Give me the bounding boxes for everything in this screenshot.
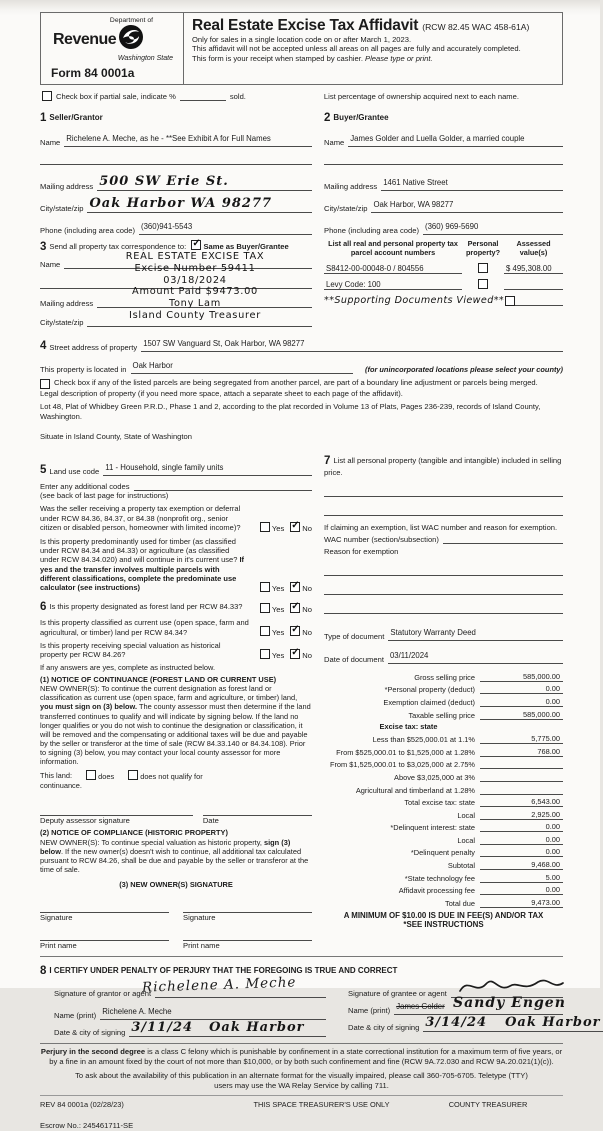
s6q1-yes-checkbox — [260, 603, 270, 613]
section-5: 5 Land use code 11 - Household, single family units Enter any additional codes (see back of last page for instructions) Was the seller receiving a property tax exemption or deferral under RCW 84.36, 84.37, or 84.38 (nonprofit org., senior citizen or disabled person, homeowner with limited income)? Yes ✓ No Is this property predominantly used for timber (as classified under RCW 84.34 and 84.33) or agriculture (as classified under RCW 84.34.020) and will continue in it's current use? If yes and the transfer involves multiple parcels with different classifications, complete the predominate use calculator (see instructions) Yes ✓ No — [40, 457, 312, 593]
tax-row: *Delinquent interest: state 0.00 — [324, 822, 563, 832]
owner-signature-field-1 — [40, 903, 169, 913]
street-address-label: Street address of property — [49, 343, 138, 352]
parcel-row-1 — [324, 263, 563, 274]
grantee-date-value: 3/14/24 — [425, 1015, 488, 1031]
reason-line-2 — [324, 585, 563, 595]
parcel-col1-header: List all real and personal property tax parcel account numbers — [328, 239, 458, 257]
s6q2-no-checkbox — [290, 626, 300, 636]
type-or-print-note: Please type or print. — [365, 53, 433, 63]
header-line3: This form is your receipt when stamped by cashier. Please type or print. — [192, 53, 433, 63]
forest-land-question: 6 Is this property designated as forest land per RCW 84.33? Yes ✓ No — [40, 600, 312, 614]
tax-row: Affidavit processing fee 0.00 — [324, 885, 563, 895]
if-yes-note: If any answers are yes, complete as instructed below. — [40, 662, 215, 672]
s5q2-no-checkbox — [290, 582, 300, 592]
owner-printname-field-1 — [40, 931, 169, 941]
doc-type-value: Statutory Warranty Deed — [390, 627, 476, 637]
perjury-paragraph: Perjury in the second degree is a class C felony which is punishable by confinement in a state correctional institution for a maximum term of five years, or by a fine in an amount fixed by the court of not more than $10,000, or by both such confinement and fine (RCW 9A.72.030 and RCW 9A.20.021(1)(c)). — [40, 1047, 563, 1067]
correspondence-label: Send all property tax correspondence to: — [49, 242, 187, 251]
wac-number-label: WAC number (section/subsection) — [324, 535, 439, 545]
section-7: 7 List all personal property (tangible and intangible) included in selling price. If claiming an exemption, list WAC number and reason for exemption. WAC number (section/subsection) Reason for exemption Type of document Statutory Warranty Deed Date of document 03/11/2024 — [324, 454, 562, 664]
tax-row-total-due: Total due 9,473.00 — [324, 898, 563, 908]
parcel-col2-header: Personal property? — [465, 239, 501, 257]
seller-name-value: Richelene A. Meche, as he - **See Exhibit A for Full Names — [66, 134, 271, 143]
grantor-signature-block: Signature of grantor or agent Richelene A. Meche Name (print) Richelene A. Meche Date & city of signing 3/11/24 Oak Harbor — [40, 980, 326, 1037]
parcel-row-3 — [324, 295, 563, 306]
personal-property-line-1 — [324, 487, 563, 497]
parcel-table — [324, 240, 563, 327]
street-address-value: 1507 SW Vanguard St, Oak Harbor, WA 98277 — [143, 339, 305, 348]
owner-printname-row: Print name Print name — [40, 931, 312, 950]
grantee-name-struck: James Golder — [396, 1002, 445, 1012]
parcel-row-2 — [324, 279, 563, 290]
tax-row: Above $3,025,000 at 3% — [324, 772, 563, 782]
s5q1-no-checkbox — [290, 522, 300, 532]
see-instructions-note: *SEE INSTRUCTIONS — [403, 919, 484, 929]
header-line1: Only for sales in a single location code on or after March 1, 2023. — [192, 35, 412, 44]
form-number: Form 84 0001a — [51, 66, 135, 80]
parcel-2-personal-checkbox — [478, 279, 488, 289]
form-rcw: (RCW 82.45 WAC 458-61A) — [422, 22, 530, 32]
situate-line: Situate in Island County, State of Washington — [40, 432, 192, 442]
section-6 — [40, 600, 312, 951]
section-8-certification: 8 I CERTIFY UNDER PENALTY OF PERJURY THAT THE FOREGOING IS TRUE AND CORRECT Signature of grantor or agent Richelene A. Meche Name (print) Richelene A. Meche Date & city of signing 3/11/24 Oak Harbor Signature of grantee or agent Name (print) James Golder Sandy Engen Date & city of signing 3/14/24 Oak Harbor — [40, 965, 601, 1038]
supporting-documents-stamp: **Supporting Documents Viewed** — [324, 294, 505, 306]
treasurer-use-only: THIS SPACE TREASURER'S USE ONLY — [253, 1100, 390, 1110]
header-line2: This affidavit will not be accepted unless all areas on all pages are fully and accurately completed. — [192, 44, 521, 54]
parcel-1-assessed-value: $ 495,308.00 — [506, 263, 552, 273]
alternate-format-note: To ask about the availability of this publication in an alternate format for the visually impaired, please call 360-705-6705. Teletype (TTY) users may use the WA Relay Service by calling 711. — [75, 1071, 528, 1090]
reason-exemption-label: Reason for exemption — [324, 547, 399, 557]
tax-row: Less than $525,000.01 at 1.1% 5,775.00 — [324, 734, 563, 744]
tax-row: Total excise tax: state 6,543.00 — [324, 797, 563, 807]
notice-continuance-body: NEW OWNER(S): To continue the current designation as forest land or classification as current use (open space, farm and agriculture, or timber) land, you must sign on (3) below. The county assessor must then determine if the land transferred continues to qualify and will indicate by signing below. If the land no longer qualifies or you do not wish to continue the designation or classification, it will be removed and the compensating or additional taxes will be due and payable by the seller or transferor at the time of sale (RCW 84.33.140 or 84.34.108). Prior to signing (3) below, you may contact your local county assessor for more information. — [40, 684, 311, 767]
same-as-buyer-label: Same as Buyer/Grantee — [203, 242, 289, 251]
buyer-city-value: Oak Harbor, WA 98277 — [373, 200, 454, 209]
tax-row: *Personal property (deduct) 0.00 — [324, 684, 563, 694]
buyer-phone-value: (360) 969-5690 — [425, 222, 479, 231]
grantee-signature-block: Signature of grantee or agent Name (print) James Golder Sandy Engen Date & city of signing 3/14/24 Oak Harbor — [338, 980, 563, 1037]
land-does-not-checkbox — [128, 770, 138, 780]
tax-row: *Delinquent penalty 0.00 — [324, 847, 563, 857]
legal-description-value: Lot 48, Plat of Whidbey Green P.R.D., Phase 1 and 2, according to the plat recorded in Volume 13 of Plats, Pages 236-239, records of Island County, Washington. — [40, 402, 541, 421]
notice-compliance-body: NEW OWNER(S): To continue special valuation as historic property, sign (3) below. If the new owner(s) doesn't wish to continue, all additional tax calculated pursuant to RCW 84.26, shall be due and payable by the seller or transferor at the time of sale. — [40, 837, 309, 875]
parcel-col3-header: Assessed value(s) — [516, 239, 551, 257]
section-3-correspondence: 3 Send all property tax correspondence to: ✓ Same as Buyer/Grantee Name Mailing address City/state/zip REAL ESTATE EXCISE TAX Excise Number 59411 03/18/2024 Amount Paid $9473.00 Tony Lam Island County Treasurer — [40, 240, 312, 327]
s5q2-yes-checkbox — [260, 582, 270, 592]
parcel-1-number: S8412-00-00048-0 / 804556 — [326, 263, 424, 273]
seller-name-extra-line — [40, 155, 312, 165]
segregated-label: Check box if any of the listed parcels are being segregated from another parcel, are part of a boundary line adjustment or parcels being merged. — [54, 378, 538, 387]
tax-row: Gross selling price 585,000.00 — [324, 672, 563, 682]
section-1-seller: 1 Seller/Grantor Name Richelene A. Meche, as he - **See Exhibit A for Full Names Mailing address 500 SW Erie St. City/state/zip Oak Harbor WA 98277 Phone (including area code) (360)941-5543 — [40, 107, 312, 235]
deputy-date-field — [203, 806, 312, 816]
county-treasurer-label: COUNTY TREASURER — [448, 1100, 528, 1110]
grantor-date-value: 3/11/24 — [131, 1020, 194, 1036]
parcel-3-assessed-field — [514, 296, 563, 306]
tax-row: Local 0.00 — [324, 835, 563, 845]
minimum-fee-note: A MINIMUM OF $10.00 IS DUE IN FEE(S) AND/OR TAX — [343, 910, 544, 920]
current-use-question: Is this property classified as current use (open space, farm and agricultural, or timber) land per RCW 84.34? Yes ✓ No — [40, 618, 312, 637]
buyer-mailing-value: 1461 Native Street — [383, 178, 448, 187]
unincorporated-note: (for unincorporated locations please select your county) — [365, 365, 563, 374]
washington-state-label: Washington State — [117, 55, 173, 62]
partial-sale-checkbox — [42, 91, 52, 101]
wac-number-field — [443, 534, 563, 544]
land-does-checkbox — [86, 770, 96, 780]
notice-continuance-title: (1) NOTICE OF CONTINUANCE (FOREST LAND OR CURRENT USE) — [40, 674, 277, 684]
land-use-label: Land use code — [49, 466, 100, 476]
partial-sale-row — [42, 91, 561, 101]
owner-printname-field-2 — [183, 931, 312, 941]
partial-sale-sold-label: sold. — [229, 92, 246, 101]
legal-description-label: Legal description of property (if you need more space, attach a separate sheet to each page of the affidavit). — [40, 389, 403, 398]
buyer-name-extra-line — [324, 155, 563, 165]
title-block — [184, 13, 562, 84]
excise-tax-state-header: Excise tax: state — [379, 722, 438, 732]
located-in-value: Oak Harbor — [132, 361, 173, 370]
additional-codes-label: Enter any additional codes — [40, 481, 130, 491]
tax-row: Exemption claimed (deduct) 0.00 — [324, 697, 563, 707]
reason-line-1 — [324, 566, 563, 576]
form-title: Real Estate Excise Tax Affidavit — [192, 17, 419, 34]
parcel-1-personal-checkbox — [478, 263, 488, 273]
this-land-row: This land: does does not qualify for — [40, 770, 203, 781]
s6q2-yes-checkbox — [260, 626, 270, 636]
grantor-city-value: Oak Harbor — [209, 1020, 305, 1036]
doc-date-value: 03/11/2024 — [389, 650, 429, 660]
additional-codes-note: (see back of last page for instructions) — [40, 490, 169, 500]
rev-number: REV 84 0001a (02/28/23) — [40, 1100, 124, 1110]
tax-row: From $1,525,000.01 to $3,025,000 at 2.75% — [324, 759, 563, 769]
same-as-buyer-checkbox — [191, 240, 201, 250]
parcel-2-number: Levy Code: 100 — [326, 279, 381, 289]
additional-codes-field — [134, 481, 313, 491]
dor-logo-icon — [118, 24, 144, 55]
seller-city-value: Oak Harbor WA 98277 — [89, 196, 273, 211]
personal-property-intro: List all personal property (tangible and intangible) included in selling price. — [324, 455, 562, 478]
treasurer-stamp: REAL ESTATE EXCISE TAX Excise Number 59411 03/18/2024 Amount Paid $9473.00 Tony Lam Island County Treasurer — [125, 251, 265, 321]
tax-computation — [324, 672, 563, 929]
deputy-assessor-row: Deputy assessor signature Date — [40, 806, 312, 825]
section-2-buyer: 2 Buyer/Grantee Name James Golder and Luella Golder, a married couple Mailing address 1461 Native Street City/state/zip Oak Harbor, WA 98277 Phone (including area code) (360) 969-5690 — [324, 107, 563, 235]
form-header — [40, 12, 563, 85]
grantor-signature-value: Richelene A. Meche — [141, 974, 297, 997]
exemption-note: If claiming an exemption, list WAC number and reason for exemption. — [324, 522, 558, 532]
timber-agriculture-question: Is this property predominantly used for timber (as classified under RCW 84.34 and 84.33) or agriculture (as classified under RCW 84.34.020) and will continue in it's current use? If yes and the transfer involves multiple parcels with different classifications, complete the predominate use calculator (see instructions) Yes ✓ No — [40, 537, 312, 593]
personal-property-line-2 — [324, 506, 563, 516]
parcel-3-personal-checkbox — [505, 296, 515, 306]
notice-compliance-title: (2) NOTICE OF COMPLIANCE (HISTORIC PROPERTY) — [40, 828, 228, 838]
grantee-city-value: Oak Harbor — [505, 1015, 601, 1031]
seller-phone-value: (360)941-5543 — [141, 222, 193, 231]
seller-mailing-value: 500 SW Erie St. — [99, 174, 229, 189]
land-use-value: 11 - Household, single family units — [105, 462, 224, 472]
ownership-note: List percentage of ownership acquired next to each name. — [323, 92, 519, 101]
tax-row: From $525,000.01 to $1,525,000 at 1.28% 768.00 — [324, 747, 563, 757]
grantor-printed-name: Richelene A. Meche — [102, 1007, 172, 1017]
tax-row: Subtotal 9,468.00 — [324, 860, 563, 870]
s6q3-no-checkbox — [290, 649, 300, 659]
s6q3-yes-checkbox — [260, 649, 270, 659]
tax-row: Local 2,925.00 — [324, 810, 563, 820]
escrow-number: Escrow No.: 245461711-SE — [40, 1121, 134, 1131]
tax-row: *State technology fee 5.00 — [324, 873, 563, 883]
s5q1-yes-checkbox — [260, 522, 270, 532]
historic-property-question: Is this property receiving special valuation as historical property per RCW 84.26? Yes ✓ No — [40, 641, 312, 660]
tax-row: Taxable selling price 585,000.00 — [324, 710, 563, 720]
dept-of-label: Department of — [109, 17, 153, 24]
buyer-name-value: James Golder and Luella Golder, a married couple — [350, 134, 525, 143]
agency-block — [41, 13, 184, 84]
segregated-checkbox — [40, 379, 50, 389]
section-4-property: 4 Street address of property 1507 SW Vanguard St, Oak Harbor, WA 98277 This property is located in Oak Harbor (for unincorporated locations please select your county) Check box if any of the listed parcels are being segregated from another parcel, are part of a boundary line adjustment or parcels being merged. Legal description of property (if you need more space, attach a separate sheet to each page of the affidavit). Lot 48, Plat of Whidbey Green P.R.D., Phase 1 and 2, according to the plat recorded in Volume 13 of Plats, Pages 236-239, records of Island County, Washington. Situate in Island County, State of Washington — [40, 333, 563, 442]
reason-line-3 — [324, 604, 563, 614]
deputy-signature-field — [40, 806, 193, 816]
seller-heading: Seller/Grantor — [49, 113, 103, 122]
doc-date-label: Date of document — [324, 654, 384, 664]
buyer-heading: Buyer/Grantee — [333, 113, 389, 122]
doc-type-label: Type of document — [324, 631, 385, 641]
footer-row — [40, 1100, 563, 1109]
new-owners-signature-title: (3) NEW OWNER(S) SIGNATURE — [119, 880, 233, 890]
owner-signature-row: Signature Signature — [40, 903, 312, 922]
s6q1-no-checkbox — [290, 603, 300, 613]
certify-statement: I CERTIFY UNDER PENALTY OF PERJURY THAT THE FOREGOING IS TRUE AND CORRECT — [49, 966, 398, 976]
continuance-label: continuance. — [40, 780, 82, 790]
seller-exemption-question: Was the seller receiving a property tax exemption or deferral under RCW 84.36, 84.37, or 84.38 (nonprofit org., senior citizen or disabled person, homeowner with limited income)? Yes ✓ No — [40, 504, 312, 532]
parcel-2-assessed-field — [504, 280, 563, 290]
partial-sale-percent-field — [180, 91, 226, 101]
owner-signature-field-2 — [183, 903, 312, 913]
revenue-wordmark: Revenue — [53, 30, 117, 48]
partial-sale-label: Check box if partial sale, indicate % — [56, 92, 176, 101]
grantee-name-handwritten: Sandy Engen — [453, 995, 566, 1012]
tax-row: Agricultural and timberland at 1.28% — [324, 785, 563, 795]
located-in-label: This property is located in — [40, 365, 127, 374]
